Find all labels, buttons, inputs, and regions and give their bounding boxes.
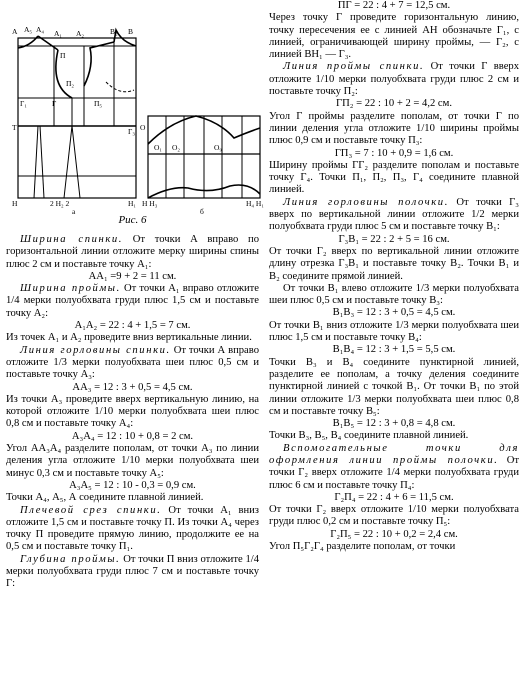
point-label-b2: B₂ [110,27,118,36]
paragraph: От точки В₁ вниз отложите 1/3 мерки полуобхвата шеи плюс 1,5 см и поставьте точку В₄: [269,319,519,344]
section-lead: Линия горловины спинки. [20,344,171,356]
section-lead: Ширина спинки. [20,234,124,245]
paragraph: Из точки А₃ проведите вверх вертикальную линию, на которой отложите 1/10 мерки полуобхвата шеи плюс 0,8 см и поставьте точку А₄: [6,393,259,430]
formula: Г₃В₁ = 22 : 2 + 5 = 16 см. [338,233,450,245]
point-label-t: T [12,123,17,132]
point-label-o2: O₂ [172,143,181,152]
section-lead: Глубина проймы. [20,553,121,565]
formula: В₁В₄ = 12 : 3 + 1,5 = 5,5 см. [332,344,456,356]
section-lead: Ширина проймы. [20,283,121,295]
formula: А₃А₄ = 12 : 10 + 0,8 = 2 см. [71,430,194,442]
paragraph: От точки Г₂ вверх по вертикальной линии отложите длину отрезка Г₃В₁ и поставьте точку В₂. Точки В₁ и В₂ соедините прямой линией. [269,245,519,282]
paragraph: Точки В₃ и В₄ соедините пунктирной линией, разделите ее пополам, а точку деления соедините пунктирной линией с точкой В₁. От точки В₁ по этой линии отложите 1/3 мерки полуобхвата шеи плюс 0,8 см и поставьте точку В₅: [269,356,519,417]
paragraph: Ширина спинки. От точки А вправо по горизонтальной линии отложите мерку ширины спины плюс 2 см и поставьте точку А₁: [6,234,259,270]
formula: ГП₃ = 7 : 10 + 0,9 = 1,6 см. [334,147,454,159]
point-label-g1: Г₁ [20,99,27,108]
section-lead: Линия проймы спинки. [283,61,425,73]
paragraph: Угол АА₃А₄ разделите пополам, от точки А₃ по линии деления угла отложите 1/10 мерки полуобхвата шеи минус 0,3 см и поставьте точку А₅: [6,443,259,479]
right-text-body [269,0,519,553]
formula: АА₃ = 12 : 3 + 0,5 = 4,5 см. [72,381,193,393]
drawing-a-label: а [72,207,76,214]
point-label-h: H [12,199,18,208]
point-label-p2: П₂ [66,79,75,88]
figure-caption: Рис. 6 [118,214,147,226]
formula: ГП₂ = 22 : 10 + 2 = 4,2 см. [336,98,452,110]
formula: В₁В₅ = 12 : 3 + 0,8 = 4,8 см. [332,418,456,430]
paragraph: Ширину проймы ГГ₂ разделите пополам и поставьте точку Г₄. Точки П₁, П₂, П₃, Г₄ соедините плавной линией. [269,159,519,196]
paragraph: Плечевой срез спинки. От точки А₁ вниз отложите 1,5 см и поставьте точку П. Из точки А₄ через точку П проведите прямую линию, продолжите ее на 0,5 см и поставьте точку П₁. [6,504,259,553]
point-label-a: A [12,27,18,36]
point-label-g3: Г₃ [128,127,135,136]
section-lead: Вспомогательные точки для оформления линии проймы полочки. [269,442,519,466]
formula: А₁А₂ = 22 : 4 + 1,5 = 7 см. [74,320,191,332]
point-label-h-b: H H₃ [142,199,158,208]
paragraph: Линия горловины полочки. От точки Г₃ вверх по вертикальной линии отложите 1/2 мерки полуобхвата груди плюс 5 см и поставьте точку В₁: [269,196,519,233]
paragraph: Линия проймы спинки. От точки Г вверх отложите 1/10 мерки полуобхвата груди плюс 2 см и поставьте точку П₂: [269,61,519,98]
point-label-h4: H₄ H₁ [246,199,264,208]
paragraph: Точки А₄, А₅, А соедините плавной линией. [6,492,204,504]
point-label-o9: O₉ [214,143,223,152]
formula: В₁В₃ = 12 : 3 + 0,5 = 4,5 см. [332,307,456,319]
formula: Г₂П₄ = 22 : 4 + 6 = 11,5 см. [334,491,454,503]
paragraph: Вспомогательные точки для оформления линии проймы полочки. От точки Г₂ вверх отложите 1/4 мерки полуобхвата груди плюс 6 см и поставьте точку П₄: [269,442,519,491]
point-label-h1: H₁ [128,199,137,208]
point-label-p5: П₅ [94,99,103,108]
paragraph: От точки В₁ влево отложите 1/3 мерки полуобхвата шеи плюс 0,5 см и поставьте точку В₃: [269,282,519,307]
paragraph: От точки Г₂ вверх отложите 1/10 мерки полуобхвата груди плюс 0,2 см и поставьте точку П₅: [269,504,519,528]
section-lead: Линия горловины полочки. [283,196,449,208]
paragraph: Точки В₃, В₅, В₄ соедините плавной линией. [269,430,469,442]
point-label-o1: O₁ [154,143,163,152]
point-label-a1: A₁ [54,29,63,38]
point-label-a2: A₂ [76,29,85,38]
formula: АА₁ =9 + 2 = 11 см. [88,270,177,282]
drawing-b-label: б [200,207,204,214]
paragraph: Угол П₅Г₂Г₄ разделите пополам, от точки [269,541,456,553]
paragraph: Линия горловины спинки. От точки А вправо отложите 1/3 мерки полуобхвата шеи плюс 0,5 см и поставьте точку А₃: [6,344,259,381]
section-lead: Плечевой срез спинки. [20,504,162,516]
point-label-h2: 2 H₂ 2 [50,199,70,208]
paragraph: Из точек А₁ и А₂ проведите вниз вертикальные линии. [6,332,252,344]
formula: А₃А₅ = 12 : 10 - 0,3 = 0,9 см. [69,479,196,491]
point-label-a4: A₄ [36,26,45,34]
left-text-body [6,234,259,591]
paragraph: Глубина проймы. От точки П вниз отложите 1/4 мерки полуобхвата груди плюс 7 см и поставьте точку Г: [6,553,259,590]
point-label-p: П [60,51,66,60]
point-label-b: B [128,27,134,36]
formula: ПГ = 22 : 4 + 7 = 12,5 см. [337,0,451,11]
paragraph: Угол Г проймы разделите пополам, от точки Г по линии деления угла отложите 1/10 ширины проймы плюс 0,9 см и поставьте точку П₃: [269,110,519,147]
point-label-a5: A₅ [24,26,33,34]
paragraph: Ширина проймы. От точки А₁ вправо отложите 1/4 мерки полуобхвата груди плюс 1,5 см и поставьте точку А₂: [6,283,259,319]
point-label-g: Г [52,99,57,108]
formula: Г₂П₅ = 22 : 10 + 0,2 = 2,4 см. [330,528,458,540]
pattern-drawing [10,26,264,214]
point-label-o: O [140,123,146,132]
paragraph: Через точку Г проведите горизонтальную линию, точку пересечения ее с линией АН обозначьте Г₁, с линией, ограничивающей ширину проймы, — Г₂, с линией ВН₁ — Г₃. [269,12,519,61]
